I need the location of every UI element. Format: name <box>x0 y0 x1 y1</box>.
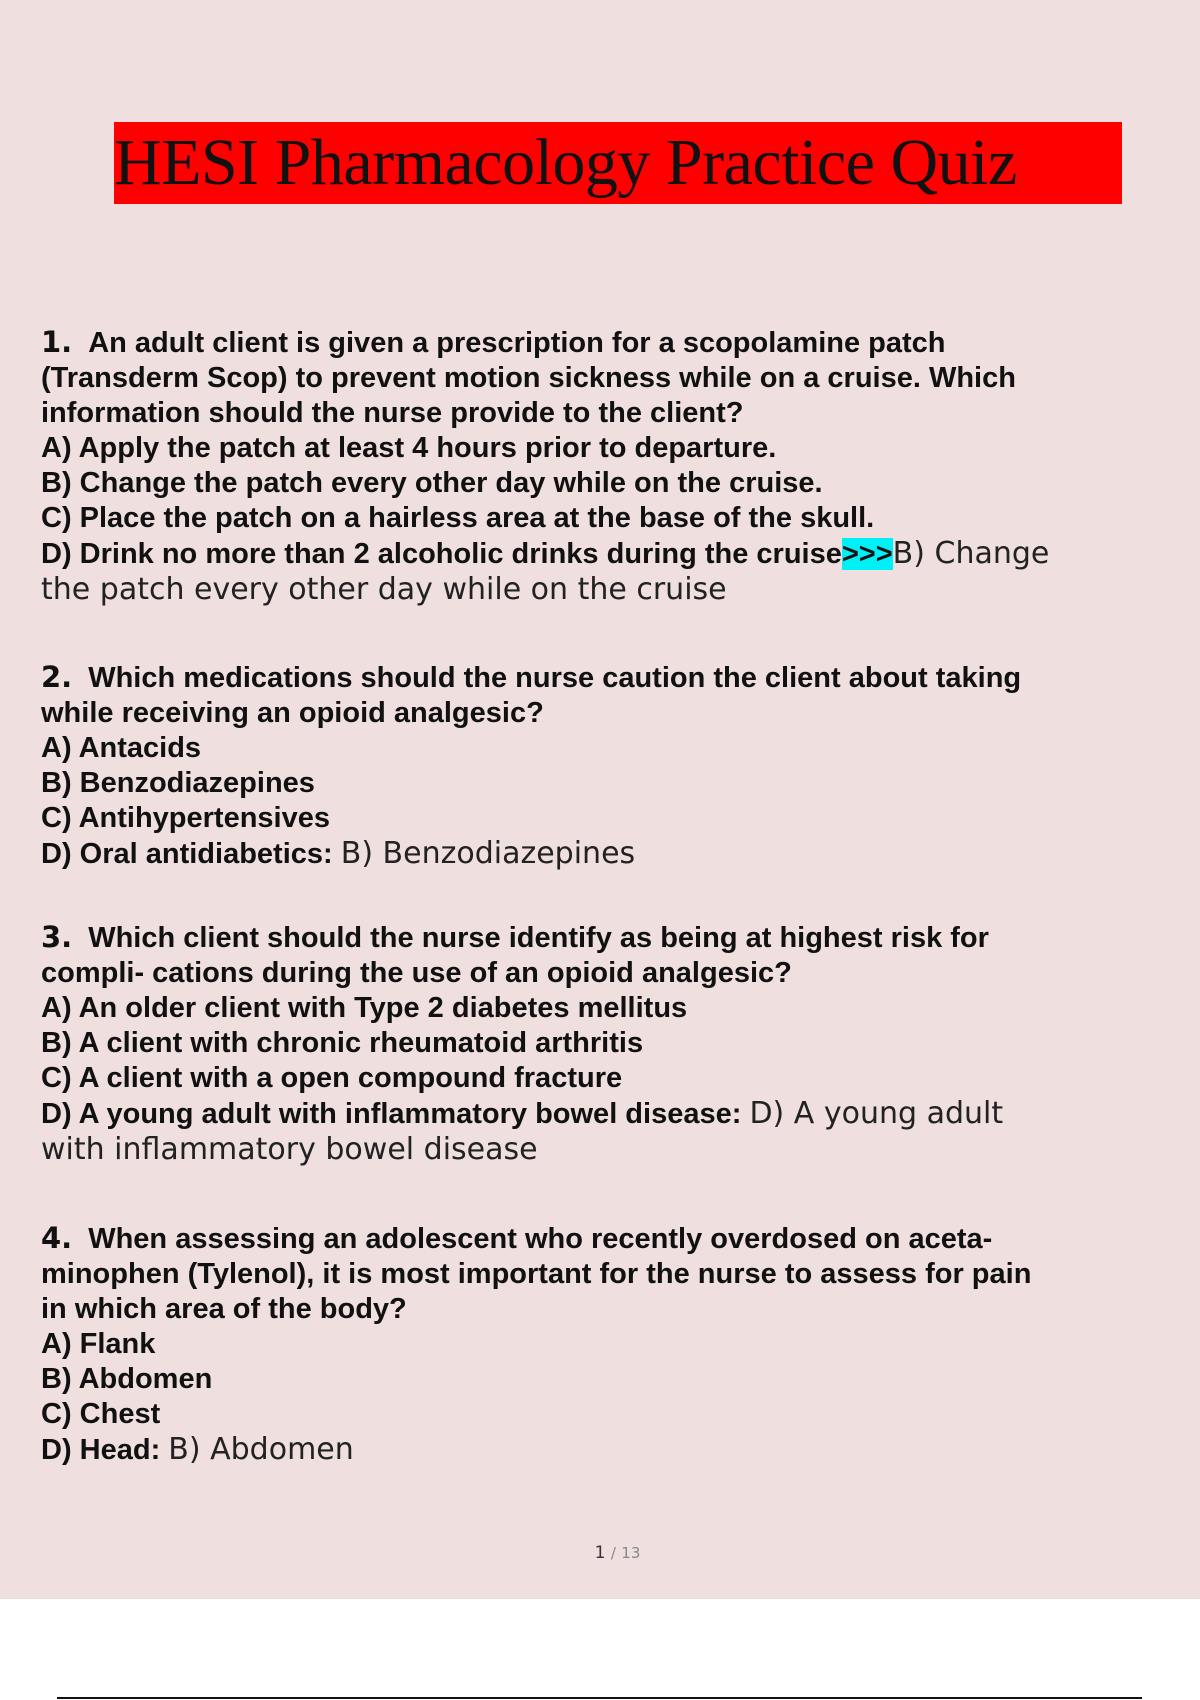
option-c: C) Antihypertensives <box>41 802 330 834</box>
answer-text: D) A young adult <box>749 1096 1004 1131</box>
option-d: D) Oral antidiabetics: <box>41 838 333 870</box>
answer-text: B) Abdomen <box>168 1432 354 1467</box>
question-number: 4. <box>41 1221 73 1255</box>
answer-text-continued: the patch every other day while on the cruise <box>41 572 727 607</box>
total-pages: 13 <box>621 1544 641 1562</box>
question-stem-line: Which medications should the nurse caution the client about taking <box>88 662 1022 694</box>
question-stem-line: while receiving an opioid analgesic? <box>41 697 544 729</box>
option-c: C) Chest <box>41 1398 161 1430</box>
title-banner <box>114 122 1122 204</box>
question-stem-line: information should the nurse provide to the client? <box>41 397 744 429</box>
question-stem-line: Which client should the nurse identify as being at highest risk for <box>88 922 989 954</box>
option-d: D) A young adult with inflammatory bowel disease: <box>41 1098 742 1130</box>
answer-text: B) Benzodiazepines <box>340 836 636 871</box>
question-stem-line: minophen (Tylenol), it is most important for the nurse to assess for pain <box>41 1258 1032 1290</box>
question-stem-line: compli- cations during the use of an opioid analgesic? <box>41 957 792 989</box>
option-b: B) Abdomen <box>41 1363 213 1395</box>
option-d: D) Head: <box>41 1434 161 1466</box>
option-a: A) Antacids <box>41 732 202 764</box>
option-d: D) Drink no more than 2 alcoholic drinks during the cruise <box>41 538 842 570</box>
option-a: A) An older client with Type 2 diabetes mellitus <box>41 992 688 1024</box>
option-b: B) Change the patch every other day while on the cruise. <box>41 467 823 499</box>
question-stem-line: When assessing an adolescent who recently overdosed on aceta- <box>88 1223 993 1255</box>
current-page: 1 <box>594 1543 606 1563</box>
question-2 <box>41 660 1161 872</box>
question-1 <box>41 325 1161 607</box>
option-c: C) Place the patch on a hairless area at the base of the skull. <box>41 502 875 534</box>
answer-text: B) Change <box>892 536 1050 571</box>
footer-divider <box>57 1697 1142 1699</box>
question-number: 2. <box>41 660 73 694</box>
option-c: C) A client with a open compound fracture <box>41 1062 623 1094</box>
page-indicator <box>0 1543 1200 1563</box>
option-a: A) Flank <box>41 1328 156 1360</box>
answer-marker: >>> <box>841 538 893 570</box>
document-title: HESI Pharmacology Practice Quiz <box>114 126 1017 199</box>
question-number: 3. <box>41 920 73 954</box>
option-a: A) Apply the patch at least 4 hours prior to departure. <box>41 432 777 464</box>
page-separator: / <box>610 1544 616 1562</box>
question-stem-line: (Transderm Scop) to prevent motion sickness while on a cruise. Which <box>41 362 1016 394</box>
question-3 <box>41 920 1161 1167</box>
question-stem-line: An adult client is given a prescription for a scopolamine patch <box>88 327 946 359</box>
answer-text-continued: with inflammatory bowel disease <box>41 1132 538 1167</box>
question-number: 1. <box>41 325 73 359</box>
question-4 <box>41 1221 1161 1468</box>
option-b: B) A client with chronic rheumatoid arthritis <box>41 1027 644 1059</box>
question-stem-line: in which area of the body? <box>41 1293 407 1325</box>
option-b: B) Benzodiazepines <box>41 767 315 799</box>
